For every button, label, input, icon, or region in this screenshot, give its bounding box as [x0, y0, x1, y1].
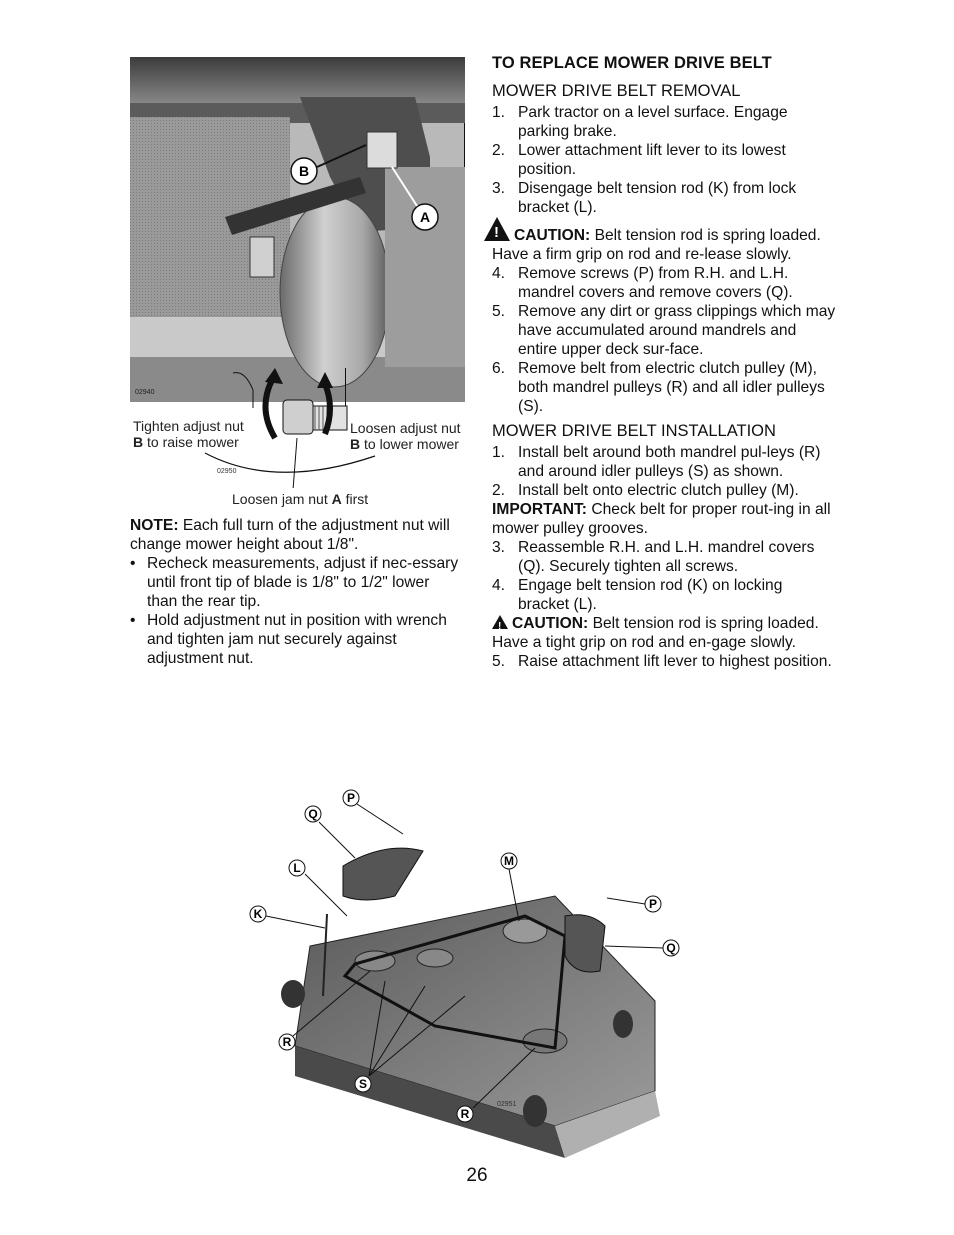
- step-text: Install belt onto electric clutch pulley (M).: [518, 482, 799, 499]
- step-text: Raise attachment lift lever to highest position.: [518, 653, 832, 670]
- removal-heading: MOWER DRIVE BELT REMOVAL: [492, 82, 741, 100]
- tighten-line1: Tighten adjust nut: [133, 418, 244, 434]
- deck-code: 02951: [497, 1101, 517, 1108]
- removal-step: [492, 264, 837, 302]
- label-m: M: [504, 854, 514, 868]
- step-text: Disengage belt tension rod (K) from lock bracket (L).: [518, 180, 797, 216]
- callout-a: A: [419, 209, 431, 225]
- step-number: 3.: [492, 180, 506, 197]
- caption-pre: Loosen jam nut: [232, 491, 332, 507]
- adjustment-photo: [130, 57, 465, 402]
- tighten-bold: B: [133, 434, 144, 450]
- loosen-annotation: [350, 420, 461, 452]
- loosen-bold: B: [350, 436, 361, 452]
- label-q2: Q: [666, 941, 676, 955]
- removal-step: [492, 141, 837, 179]
- bullet-dot: •: [130, 555, 136, 572]
- warning-icon: [484, 217, 510, 241]
- tighten-line2: to raise mower: [143, 434, 239, 450]
- removal-step: [492, 179, 837, 217]
- install-step: [492, 652, 837, 671]
- label-k: K: [253, 907, 263, 921]
- caution-2: [492, 614, 837, 652]
- caution-text: Belt tension rod is spring loaded. Have a firm grip on rod and re-lease slowly.: [492, 227, 821, 263]
- install-step: [492, 576, 837, 614]
- note-bullet: [130, 611, 460, 668]
- step-number: 1.: [492, 104, 506, 121]
- caption-post: first: [341, 491, 369, 507]
- step-text: Reassemble R.H. and L.H. mandrel covers (Q). Securely tighten all screws.: [518, 539, 815, 575]
- section-title: TO REPLACE MOWER DRIVE BELT: [492, 54, 772, 72]
- important-label: IMPORTANT:: [492, 501, 587, 518]
- caution-text: Belt tension rod is spring loaded. Have a tight grip on rod and en-gage slowly.: [492, 615, 819, 651]
- install-heading: MOWER DRIVE BELT INSTALLATION: [492, 422, 776, 440]
- step-number: 2.: [492, 482, 506, 499]
- caution-1: [492, 217, 837, 264]
- label-r1: R: [282, 1035, 292, 1049]
- loosen-line1: Loosen adjust nut: [350, 420, 461, 436]
- removal-step: [492, 359, 837, 416]
- warning-icon: [492, 615, 508, 632]
- caption-bold: A: [331, 491, 342, 507]
- label-p1: P: [346, 791, 356, 805]
- removal-step: [492, 302, 837, 359]
- instructions-column: [492, 54, 837, 671]
- bullet-text: Hold adjustment nut in position with wrench and tighten jam nut securely against adjustment nut.: [147, 612, 447, 667]
- warning-glyph: !: [498, 621, 502, 632]
- important-text: Check belt for proper rout-ing in all mower pulley grooves.: [492, 501, 831, 537]
- note-bullet: [130, 554, 460, 611]
- step-number: 5.: [492, 653, 506, 670]
- loosen-line2: to lower mower: [360, 436, 459, 452]
- step-number: 4.: [492, 577, 506, 594]
- step-text: Lower attachment lift lever to its lowest position.: [518, 142, 786, 178]
- warning-glyph: !: [494, 224, 499, 241]
- step-text: Install belt around both mandrel pul-leys (R) and around idler pulleys (S) as shown.: [518, 444, 821, 480]
- step-text: Remove screws (P) from R.H. and L.H. mandrel covers and remove covers (Q).: [518, 265, 793, 301]
- callout-b: B: [298, 163, 310, 179]
- label-r2: R: [460, 1107, 470, 1121]
- label-q1: Q: [308, 807, 318, 821]
- label-l: L: [293, 861, 301, 875]
- step-number: 2.: [492, 142, 506, 159]
- tighten-annotation: [133, 418, 244, 450]
- step-number: 5.: [492, 303, 506, 320]
- figure-caption: [232, 491, 368, 507]
- caution-label: CAUTION:: [512, 615, 589, 632]
- page-number: 26: [466, 1165, 488, 1186]
- install-step: [492, 481, 837, 500]
- step-text: Remove belt from electric clutch pulley (M), both mandrel pulleys (R) and all idler pulleys (S).: [518, 360, 825, 415]
- bullet-dot: •: [130, 612, 136, 629]
- step-text: Engage belt tension rod (K) on locking bracket (L).: [518, 577, 783, 613]
- important-note: [492, 500, 837, 538]
- detail-code: 02950: [217, 468, 237, 475]
- install-step: [492, 538, 837, 576]
- mower-deck-illustration: [235, 786, 685, 1158]
- note-text: Each full turn of the adjustment nut will change mower height about 1/8".: [130, 517, 450, 553]
- inset-code: 02940: [135, 389, 155, 396]
- step-number: 4.: [492, 265, 506, 282]
- caution-label: CAUTION:: [514, 227, 591, 244]
- step-number: 1.: [492, 444, 506, 461]
- note-label: NOTE:: [130, 517, 179, 534]
- label-p2: P: [648, 897, 658, 911]
- step-text: Park tractor on a level surface. Engage parking brake.: [518, 104, 788, 140]
- step-number: 6.: [492, 360, 506, 377]
- note-block: [130, 516, 460, 668]
- install-step: [492, 443, 837, 481]
- step-text: Remove any dirt or grass clippings which may have accumulated around mandrels and entire upper deck sur-face.: [518, 303, 836, 358]
- step-number: 3.: [492, 539, 506, 556]
- label-s: S: [358, 1077, 368, 1091]
- bullet-text: Recheck measurements, adjust if nec-essary until front tip of blade is 1/8" to 1/2" lower than the rear tip.: [147, 555, 459, 610]
- removal-step: [492, 103, 837, 141]
